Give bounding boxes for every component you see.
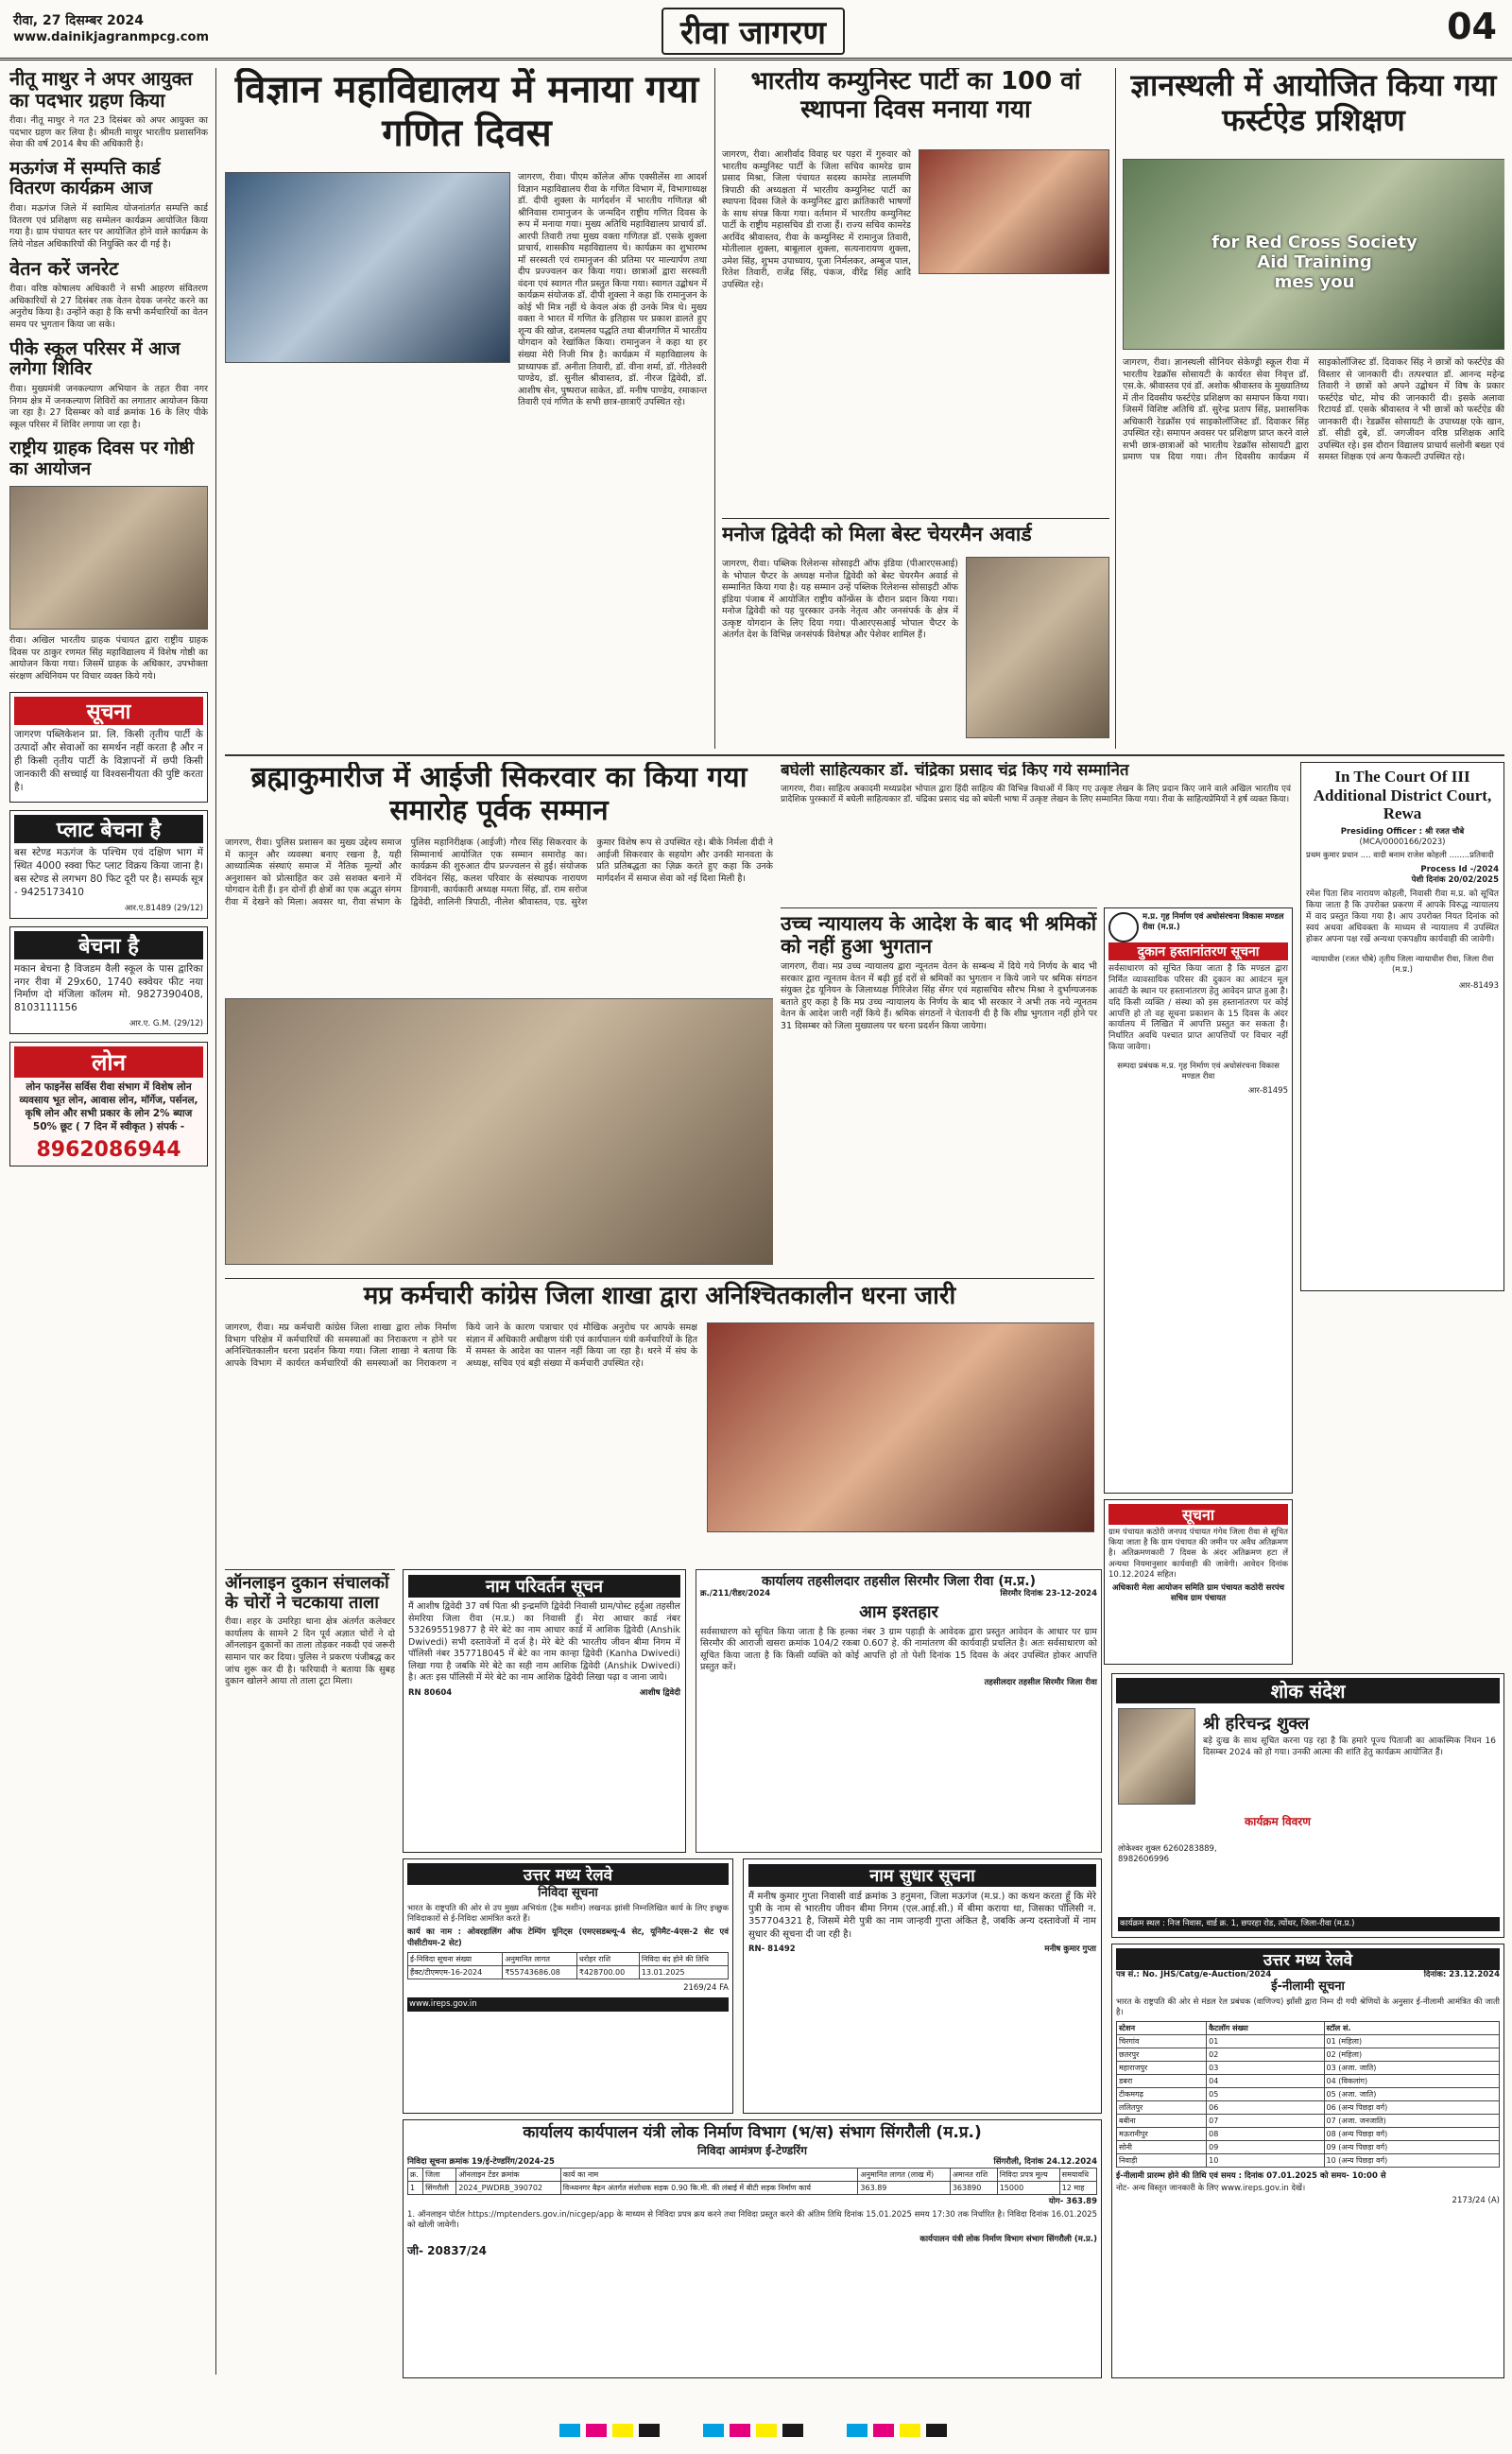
headline-cpi: भारतीय कम्युनिस्ट पार्टी का 100 वां स्थापना दिवस मनाया गया	[750, 68, 1081, 124]
suchna-title: सूचना	[14, 697, 203, 725]
court-officer: Presiding Officer : श्री रजत चौबे	[1340, 826, 1465, 837]
cell: 04 (विकलांग)	[1324, 2075, 1499, 2088]
cell: 07	[1207, 2115, 1324, 2128]
pwd-code: जी- 20837/24	[407, 2244, 488, 2258]
court-hearing: पेशी दिनांक 20/02/2025	[1411, 875, 1499, 886]
th-cost: अनुमानित लागत	[503, 1952, 577, 1965]
suchna-text: जागरण पब्लिकेशन प्रा. लि. किसी तृतीय पार्टी के उत्पादों और सेवाओं का समर्थन नहीं करता है और न ही किसी तृतीय पार्टी के विज्ञापनों में छपी किसी जानकारी की सच्चाई या विश्वसनीयता की पुष्टि करता है।	[14, 729, 203, 793]
name-change-body: मैं आशीष द्विवेदी 37 वर्ष पिता श्री इन्द्रमणि द्विवेदी निवासी ग्राम/पोस्ट हर्दुआ तहसील सेमरिया जिला रीवा (म.प्र.) का निवासी हूँ। मेरा आधार कार्ड नंबर 532695519877 है मेरे बेटे का नाम आधार कार्ड में आशिक द्विवेदी (Anshik Dwivedi) सभी दस्तावेजों में दर्ज है। मेरे बेटे की भारतीय जीवन बीमा निगम में पॉलिसी नंबर 357718045 में बेटे का नाम कान्हा द्विवेदी (Kanha Dwivedi) लिखा गया है जबकि मेरे बेटे का सही नाम आशिक द्विवेदी (Anshik Dwivedi) है। अतः इस पॉलिसी में मेरे बेटे का नाम आशिक द्विवेदी लिखा पढ़ा व जाना जाये।	[408, 1601, 680, 1684]
railway-work: कार्य का नाम : ओवरहालिंग ऑफ टेम्पिंग यूनिट्स (एमएसडब्ल्यू-4 सेट, यूनिमैट-4एस-2 सेट एवं पीसीटीयम-2 सेट)	[407, 1927, 729, 1948]
railway-tender	[403, 1858, 733, 2114]
cell: 01 (महिला)	[1324, 2035, 1499, 2048]
headline-sampatti-card: मऊगंज में सम्पत्ति कार्ड वितरण कार्यक्रम आज	[9, 157, 161, 199]
table-row	[1117, 2101, 1500, 2115]
name-correction-body: मैं मनीष कुमार गुप्ता निवासी वार्ड क्रमांक 3 हनुमना, जिला मऊगंज (म.प्र.) का कथन करता हूँ कि मेरे पुत्री के नाम से भारतीय जीवन बीमा निगम (एल.आई.सी.) में बीमा कराया था, जिसका पॉलिसी न. 357704321 है, जिसमें मेरी पुत्री का नाम जान्हवी गुप्ता अंकित है, जबकि अन्य दस्तावेजों में नाम सुधार की सूचना दी जा रही है।	[748, 1892, 1096, 1940]
name-change-rn: RN 80604	[408, 1687, 453, 1698]
cell: टीकमगढ़	[1117, 2088, 1207, 2101]
railway-body: भारत के राष्ट्रपति की ओर से उप मुख्य अभियंता (ट्रैक मशीन) लखनऊ झांसी निम्नलिखित कार्य के लिए इच्छुक निविदाकारों से ई-निविदा आमंत्रित करते हैं।	[407, 1903, 729, 1925]
house-title: बेचना है	[14, 931, 203, 959]
headline-high-court: उच्च न्यायालय के आदेश के बाद भी श्रमिकों को नहीं हुआ भुगतान	[781, 912, 1097, 959]
auction-title: उत्तर मध्य रेलवे	[1116, 1948, 1500, 1970]
railway-sub: निविदा सूचना	[538, 1886, 598, 1900]
cell: मऊरानीपुर	[1117, 2128, 1207, 2141]
headline-first-aid: ज्ञानस्थली में आयोजित किया गया फर्स्टऐड प्रशिक्षण	[1130, 68, 1497, 138]
yellow-swatch	[900, 2424, 920, 2437]
cmyk-group-mid	[703, 2423, 809, 2441]
article-text: रीवा। मऊगंज जिले में स्वामित्व योजनांतर्गत सम्पत्ति कार्ड वितरण एवं प्रशिक्षण सह सम्मेलन कार्यक्रम आयोजित किया गया है। ग्राम पंचायत स्तर पर आयोजित होने वाले कार्यक्रम के लिये नोडल अधिकारियों की नियुक्ति कर दी गई है।	[9, 203, 208, 250]
cell: 03	[1207, 2062, 1324, 2075]
railway-auction	[1111, 1944, 1504, 2378]
article-text: रीवा। मुख्यमंत्री जनकल्याण अभियान के तहत रीवा नगर निगम क्षेत्र में जनकल्याण शिविरों का लगातार आयोजन किया जा रहा है। 27 दिसम्बर को वार्ड क्रमांक 16 के लिए पीके स्कूल परिसर में शिविर लगाया जा रहा है।	[9, 384, 208, 430]
deceased-portrait	[1118, 1708, 1195, 1805]
cell: 1	[408, 2182, 423, 2195]
black-swatch	[926, 2424, 947, 2437]
cell: 01	[1207, 2035, 1324, 2048]
tehsil-office: कार्यालय तहसीलदार तहसील सिरमौर जिला रीवा (म.प्र.)	[762, 1574, 1036, 1589]
cell: 07 (अजा. जनजाति)	[1324, 2115, 1499, 2128]
masthead-date: रीवा, 27 दिसम्बर 2024	[13, 13, 144, 28]
dharna-photo	[707, 1322, 1094, 1532]
auction-date: दिनांक: 23.12.2024	[1423, 1970, 1500, 1979]
masthead-website[interactable]: www.dainikjagranmpcg.com	[13, 30, 209, 44]
shop-notice-sign: सम्पदा प्रबंधक म.प्र. गृह निर्माण एवं अधोसंरचना विकास मण्डल रीवा	[1117, 1062, 1280, 1081]
table-row	[1117, 2141, 1500, 2154]
suchna-box	[9, 692, 208, 803]
cell: महाराजपुर	[1117, 2062, 1207, 2075]
tehsil-title: आम इश्तहार	[859, 1601, 938, 1622]
th: कार्य का नाम	[560, 2169, 858, 2182]
cyan-swatch	[847, 2424, 868, 2437]
court-process: Process Id -/2024	[1420, 865, 1499, 875]
plot-code: आर.ए.81489 (29/12)	[124, 903, 203, 913]
housing-board-name: म.प्र. गृह निर्माण एवं अधोसंरचना विकास मण्डल रीवा (म.प्र.)	[1143, 912, 1284, 932]
house-text: मकान बेचना है विजडम वैली स्कूल के पास द्वारिका नगर रीवा में 29x60, 1740 स्क्वेयर फीट नया निर्माण दो मंजिला कॉलम मो. 9827390408, 8103111156	[14, 962, 203, 1014]
cell: 05 (अजा. जाति)	[1324, 2088, 1499, 2101]
td-cost: ₹55743686.08	[503, 1965, 577, 1979]
article-text: जागरण, रीवा। साहित्य अकादमी मध्यप्रदेश भोपाल द्वारा हिंदी साहित्य की विभिन्न विधाओं में किए गए उत्कृष्ट लेखन के लिए प्रदान किए जाने वाले अखिल भारतीय एवं प्रादेशिक पुरस्कारों में बघेली साहित्यकार डॉ. चंद्रिका प्रसाद चंद्र को बघेली भाषा में उत्कृष्ट लेखन के लिए सम्मानित किया गया। रीवा के साहित्यप्रेमियों ने हर्ष व्यक्त किया।	[781, 784, 1291, 805]
pwd-sub: निविदा आमंत्रण ई-टेण्डरिंग	[697, 2143, 807, 2157]
panchayat-title: सूचना	[1108, 1504, 1288, 1525]
railway-footer[interactable]: www.ireps.gov.in	[407, 1997, 729, 2012]
headline-vetan: वेतन करें जनरेट	[9, 257, 119, 281]
masthead	[0, 0, 1512, 60]
plot-title: प्लाट बेचना है	[14, 815, 203, 843]
td-close: 13.01.2025	[639, 1965, 728, 1979]
name-change-title: नाम परिवर्तन सूचन	[408, 1575, 680, 1598]
th: अमानत राशि	[950, 2169, 997, 2182]
th: अनुमानित लागत (लाख में)	[858, 2169, 950, 2182]
cell: 12 माह	[1059, 2182, 1096, 2195]
cell: 03 (अजा. जाति)	[1324, 2062, 1499, 2075]
court-code: आर-81493	[1458, 981, 1499, 992]
article-high-court	[781, 907, 1097, 1219]
headline-brahmakumaris: ब्रह्माकुमारीज में आईजी सिकरवार का किया गया समारोह पूर्वक सम्मान	[250, 762, 747, 827]
name-change-notice	[403, 1569, 686, 1853]
pwd-title: कार्यालय कार्यपालन यंत्री लोक निर्माण विभाग (भ/स) संभाग सिंगरौली (म.प्र.)	[523, 2123, 982, 2142]
cell: छतरपुर	[1117, 2048, 1207, 2062]
article-online-shop	[225, 1569, 395, 2382]
name-change-sign: आशीष द्विवेदी	[639, 1687, 680, 1698]
manoj-portrait	[966, 557, 1109, 738]
loan-ad	[9, 1042, 208, 1166]
railway-tender-table	[407, 1952, 729, 1979]
article-manoj-dwivedi	[722, 518, 1109, 750]
name-correction-sign: मनीष कुमार गुप्ता	[1044, 1944, 1096, 1954]
plot-text: बस स्टेण्ड मऊगंज के पश्चिम एवं दक्षिण भाग में स्थित 4000 स्क्वा फिट प्लाट विक्रय किया जाना है। बस स्टेण्ड से लगभग 80 फिट दूरी पर है। सम्पर्क सूत्र - 9425173410	[14, 847, 203, 899]
cell: निवाड़ी	[1117, 2154, 1207, 2168]
headline-ganit-diwas: विज्ञान महाविद्यालय में मनाया गया गणित दिवस	[234, 68, 699, 155]
condolence-address: कार्यक्रम स्थल : निज निवास, वार्ड क्र. 1, छपरहा रोड, त्योंथर, जिला-रीवा (म.प्र.)	[1118, 1917, 1500, 1931]
auction-start: ई-नीलामी प्रारम्भ होने की तिथि एवं समय : दिनांक 07.01.2025 को समय- 10:00 से	[1116, 2171, 1386, 2182]
goshthi-photo	[9, 486, 208, 630]
condolence-contact[interactable]: लोकेश्वर शुक्ल 6260283889, 8982606996	[1118, 1844, 1217, 1864]
headline-grahak-diwas: राष्ट्रीय ग्राहक दिवस पर गोष्ठी का आयोजन	[9, 438, 195, 480]
cmyk-group-right	[847, 2423, 953, 2441]
article-dharna	[225, 1278, 1094, 1562]
loan-title: लोन	[14, 1046, 203, 1078]
cell: 363.89	[858, 2182, 950, 2195]
article-text: जागरण, रीवा। मप्र कर्मचारी कांग्रेस जिला शाखा द्वारा लोक निर्माण विभाग परिक्षेत्र में कर्मचारियों की समस्याओं का निराकरण न होने पर अनिश्चितकालीन धरना प्रदर्शन किया गया। जिला शाखा ने बताया कि आपके विभाग में कार्यरत कर्मचारियों की समस्याओं का निराकरण न किये जाने के कारण पत्राचार एवं मौखिक अनुरोध पर आपके समक्ष संज्ञान में अधिकारी अधीक्षण यंत्री एवं कार्यपालन यंत्री कर्मचारियों के हित में समस्त के आदेश का पालन नहीं किया जा रहा है। धरने में संघ के अध्यक्ष, सचिव एवं बड़ी संख्या में कर्मचारी उपस्थित रहे।	[225, 1322, 697, 1369]
article-text: रीवा। वरिष्ठ कोषालय अधिकारी ने सभी आहरण संवितरण अधिकारियों से 27 दिसंबर तक वेतन देयक जनरेट करने का अनुरोध किया है। उन्होंने कहा है कि सभी कर्मचारियों का वेतन समय पर भुगतान किया जा सके।	[9, 284, 208, 330]
court-body: रमेश पिता शिव नारायण कोहली, निवासी रीवा म.प्र. को सूचित किया जाता है कि उपरोक्त प्रकरण में आपके विरुद्ध न्यायालय में वाद प्रस्तुत किया गया है। आप उपरोक्त नियत दिनांक को स्वयं अथवा अधिवक्ता के माध्यम से न्यायालय में उपस्थित होकर अपना पक्ष रखें अन्यथा एकपक्षीय कार्यवाही की जावेगी।	[1306, 890, 1499, 944]
headline-dharna: मप्र कर्मचारी कांग्रेस जिला शाखा द्वारा अनिश्चितकालीन धरना जारी	[363, 1282, 956, 1310]
headline-online-shop: ऑनलाइन दुकान संचालकों के चोरों ने चटकाया ताला	[225, 1573, 389, 1613]
cell: ललितपुर	[1117, 2101, 1207, 2115]
yellow-swatch	[612, 2424, 633, 2437]
article-first-aid	[1123, 68, 1504, 749]
railway-code: 2169/24 FA	[683, 1982, 729, 1993]
brahmakumaris-photo	[225, 998, 773, 1265]
tehsil-sign: तहसीलदार तहसील सिरमौर जिला रीवा	[984, 1677, 1097, 1687]
cell: 05	[1207, 2088, 1324, 2101]
pwd-ref: निविदा सूचना क्रमांक 19/ई-टेण्डरिंग/2024-25	[407, 2157, 555, 2168]
td-tender-no: हैंक्ट/टीएमएम-16-2024	[408, 1965, 503, 1979]
cell: 08	[1207, 2128, 1324, 2141]
loan-phone[interactable]: 8962086944	[36, 1137, 181, 1162]
td-emd: ₹428700.00	[576, 1965, 639, 1979]
condolence-notice	[1111, 1673, 1504, 1938]
black-swatch	[782, 2424, 803, 2437]
auction-body: भारत के राष्ट्रपति की ओर से मंडल रेल प्रबंधक (वाणिज्य) झाँसी द्वारा निम्न दी गयी श्रेणियों के अनुसार ई-नीलामी आमंत्रित की जाती है।	[1116, 1996, 1500, 2018]
article-cpi	[722, 68, 1109, 512]
name-correction-notice	[743, 1858, 1102, 2114]
name-correction-rn: RN- 81492	[748, 1944, 796, 1954]
shop-notice-title: दुकान हस्तानांतरण सूचना	[1108, 942, 1288, 960]
railway-title: उत्तर मध्य रेलवे	[407, 1863, 729, 1885]
magenta-swatch	[873, 2424, 894, 2437]
pwd-sign: कार्यपालन यंत्री लोक निर्माण विभाग संभाग सिंगरौली (म.प्र.)	[919, 2234, 1097, 2244]
table-row	[1117, 2088, 1500, 2101]
auction-ref: पत्र सं.: No. JHS/Catg/e-Auction/2024	[1116, 1970, 1272, 1979]
th: ऑनलाइन टेंडर क्रमांक	[456, 2169, 560, 2182]
plot-ad	[9, 810, 208, 918]
schedule-title: कार्यक्रम विवरण	[1245, 1815, 1311, 1828]
article-text: रीवा। अखिल भारतीय ग्राहक पंचायत द्वारा राष्ट्रीय ग्राहक दिवस पर ठाकुर रणमत सिंह महाविद्यालय में विशेष गोष्ठी का आयोजन किया गया। जिसमें ग्राहक के अधिकार, उपभोक्ता संरक्षण अधिनियम पर विचार व्यक्त किये गये।	[9, 635, 208, 682]
article-ganit-diwas	[225, 68, 709, 730]
table-row	[1117, 2062, 1500, 2075]
house-code: आर.ए. G.M. (29/12)	[129, 1019, 203, 1029]
page-number: 04	[1447, 6, 1497, 47]
court-sign: न्यायाधीश (रजत चौबे) तृतीय जिला न्यायाधीश रीवा, जिला रीवा (म.प्र.)	[1311, 955, 1494, 976]
th: समयावधि	[1059, 2169, 1096, 2182]
yellow-swatch	[756, 2424, 777, 2437]
table-row	[1117, 2035, 1500, 2048]
tehsil-body: सर्वसाधारण को सूचित किया जाता है कि हल्का नंबर 3 ग्राम पहाड़ी के आवेदक द्वारा प्रस्तुत आवेदन के आधार पर ग्राम सिरमौर की आराजी खसरा क्रमांक 104/2 रकबा 0.607 हे. की नामांतरण की कार्यवाही प्रचलित है। अतः सर्वसाधारण को सूचित किया जाता है कि किसी व्यक्ति को कोई आपत्ति हो तो पेशी दिनांक 15 दिवस के अंदर उपस्थित होकर आपत्ति प्रस्तुत करें।	[700, 1626, 1097, 1673]
court-parties: प्रथम कुमार प्रधान .... वादी बनाम राजेश कोहली ........प्रतिवादी	[1306, 851, 1494, 861]
name-correction-title: नाम सुधार सूचना	[748, 1864, 1096, 1887]
pwd-table	[407, 2168, 1097, 2195]
cmyk-group-left	[559, 2423, 665, 2441]
headline-neetu-mathur: नीतू माथुर ने अपर आयुक्त का पदभार ग्रहण किया	[9, 68, 193, 112]
shop-notice-code: आर-81495	[1247, 1085, 1288, 1096]
tehsil-date: सिरमौर दिनांक 23-12-2024	[1000, 1589, 1097, 1599]
article-baghel	[781, 762, 1291, 904]
headline-pk-school: पीके स्कूल परिसर में आज लगेगा शिविर	[9, 337, 180, 380]
cell: चिरगांव	[1117, 2035, 1207, 2048]
color-registration-strip	[0, 2420, 1512, 2443]
cell: 08 (अन्य पिछड़ा वर्ग)	[1324, 2128, 1499, 2141]
auction-col-catalog: कैटलॉग संख्या	[1207, 2022, 1324, 2035]
th-tender-no: ई-निविदा सूचना संख्या	[408, 1952, 503, 1965]
cell: 02 (महिला)	[1324, 2048, 1499, 2062]
cyan-swatch	[703, 2424, 724, 2437]
article-text: जागरण, रीवा। मप्र उच्च न्यायालय द्वारा न्यूनतम वेतन के सम्बन्ध में दिये गये निर्णय के बाद भी सरकार द्वारा न्यूनतम वेतन में बढ़ी हुई दरों से श्रमिकों का भुगतान न किये जाने पर श्रमिक संगठन संयुक्त ट्रेड यूनियन के जिलाध्यक्ष गिरिजेश सिंह सेंगर एवं महासचिव सौरभ मिश्रा ने दुर्भाग्यजनक बताते हुए कहा है कि मप्र उच्च न्यायालय के निर्णय के बाद भी सरकार ने अभी तक नये न्यूनतम वेतन के आदेश जारी नहीं किये हैं। श्रमिक संगठनों ने चेतावनी दी है कि शीघ्र भुगतान नहीं होने पर 31 दिसम्बर को जिला मुख्यालय पर धरना प्रदर्शन किया जायेगा।	[781, 961, 1097, 1031]
section-divider	[225, 754, 1504, 756]
article-text: रीवा। नीतू माथुर ने गत 23 दिसंबर को अपर आयुक्त का पदभार ग्रहण कर लिया है। श्रीमती माथुर भारतीय प्रशासनिक सेवा की वर्ष 2014 बैच की अधिकारी है।	[9, 115, 208, 150]
table-row	[1117, 2075, 1500, 2088]
court-notice	[1300, 762, 1504, 1291]
cpi-photo	[919, 149, 1109, 274]
article-text: जागरण, रीवा। पुलिस प्रशासन का मुख्य उद्देश्य समाज में कानून और व्यवस्था बनाए रखना है, यही आध्यात्मिक संस्थाएं समाज में नैतिक मूल्यों और अनुशासन को प्रोत्साहित कर उसे सशक्त बनाने में योगदान देती हैं। इन दोनों ही क्षेत्रों का एक अद्भुत संगम रीवा में देखने को मिला। अवसर था, रीवा संभाग के पुलिस महानिरीक्षक (आईजी) गौरव सिंह सिकरवार के सिम्मानार्थ आयोजित एक सम्मान समारोह का। कार्यक्रम की शुरुआत दीप प्रज्ज्वलन से हुई। संयोजक रविनंदन सिंह, कलश परिवार के संस्थापक नारायण डिगवानी, कार्यकारी अध्यक्ष ममता सिंह, डॉ. राम सरोज द्विवेदी, शालिनी त्रिपाठी, नीलेश श्रीवास्तव, एड. सुरेश कुमार विशेष रूप से उपस्थित रहे। बीके निर्मला दीदी ने आईजी सिकरवार के सहयोग और उनकी मानवता के प्रति प्रतिबद्धता का ज़िक्र करते हुए कहा कि उनके मार्गदर्शन में समाज सेवा को नई दिशा मिली है।	[225, 838, 773, 907]
cell: सोनी	[1117, 2141, 1207, 2154]
column-divider	[1115, 68, 1116, 749]
th: जिला	[423, 2169, 456, 2182]
th: क्र.	[408, 2169, 423, 2182]
auction-code: 2173/24 (A)	[1452, 2196, 1500, 2205]
auction-table	[1116, 2021, 1500, 2168]
cell: 06 (अन्य पिछड़ा वर्ग)	[1324, 2101, 1499, 2115]
shop-notice-body: सर्वसाधारण को सूचित किया जाता है कि मण्डल द्वारा निर्मित व्यावसायिक परिसर की दुकान का आवंटन मूल आवंटी के स्थान पर हस्तानांतरण हेतु आवेदन प्राप्त हुआ है। यदि किसी व्यक्ति / संस्था को इस हस्तानांतरण पर कोई आपत्ति हो तो वह सूचना प्रकाशन के 15 दिवस के अंदर कार्यालय में लिखित में आपत्ति प्रस्तुत कर सकता है। निर्धारित अवधि पश्चात प्राप्त आपत्तियों पर विचार नहीं किया जावेगा।	[1108, 964, 1288, 1053]
headline-baghel: बघेली साहित्यकार डॉ. चंद्रिका प्रसाद चंद्र किए गये सम्मानित	[781, 762, 1129, 780]
table-row	[1117, 2154, 1500, 2168]
cell: 02	[1207, 2048, 1324, 2062]
table-row	[1117, 2115, 1500, 2128]
cell: 363890	[950, 2182, 997, 2195]
panchayat-body: ग्राम पंचायत कठोरी जनपद पंचायत गंगेव जिला रीवा से सूचित किया जाता है कि ग्राम पंचायत की जमीन पर अवैध अतिक्रमण है। अतिक्रमणकारी 7 दिवस के अंदर अतिक्रमण हटा लें अन्यथा नियमानुसार कार्यवाही की जावेगी। आवेदन दिनांक 10.12.2024 सहित।	[1108, 1528, 1288, 1580]
left-column	[9, 68, 208, 2365]
condolence-text: बड़े दुःख के साथ सूचित करना पड़ रहा है कि हमारे पूज्य पिताजी का आकस्मिक निधन 16 दिसम्बर 2024 को हो गया। उनकी आत्मा की शांति हेतु कार्यक्रम आयोजित हैं।	[1203, 1737, 1496, 1757]
magenta-swatch	[730, 2424, 750, 2437]
first-aid-photo	[1123, 159, 1504, 350]
cyan-swatch	[559, 2424, 580, 2437]
auction-col-stall: स्टॉल सं.	[1324, 2022, 1499, 2035]
cell: सिंगरौली	[423, 2182, 456, 2195]
pwd-total: योग- 363.89	[1048, 2197, 1097, 2207]
banner-text: for Red Cross Society Aid Training mes you	[1211, 233, 1418, 292]
auction-sub: ई-नीलामी सूचना	[1271, 1979, 1345, 1994]
cell: 06	[1207, 2101, 1324, 2115]
column-divider	[714, 68, 715, 749]
pwd-date: सिंगरौली, दिनांक 24.12.2024	[993, 2157, 1097, 2168]
cell: 10	[1207, 2154, 1324, 2168]
cell: 04	[1207, 2075, 1324, 2088]
th: निविदा प्रपत्र मूल्य	[997, 2169, 1059, 2182]
article-text: जागरण, रीवा। पब्लिक रिलेशन्स सोसाइटी ऑफ इंडिया (पीआरएसआई) के भोपाल चैप्टर के अध्यक्ष मनोज द्विवेदी को बेस्ट चेयरमैन अवार्ड से सम्मानित किया गया है। यह सम्मान उन्हें पब्लिक रिलेशन्स सोसाइटी ऑफ इंडिया पंजाब में आयोजित राष्ट्रीय कॉन्फ्रेंस के दौरान प्रदान किया गया। मनोज द्विवेदी को यह पुरस्कार उनके नेतृत्व और जनसंपर्क के क्षेत्र में उत्कृष्ट योगदान के लिए दिया गया। पीआरएसआई भोपाल चैप्टर के अंतर्गत देश के विभिन्न जनसंपर्क विशेषज्ञ और पेशेवर शामिल हैं।	[722, 559, 958, 641]
pwd-tender	[403, 2119, 1102, 2378]
black-swatch	[639, 2424, 660, 2437]
cell: बबीना	[1117, 2115, 1207, 2128]
loan-text: लोन फाइनेंस सर्विस रीवा संभाग में विशेष लोन व्यवसाय भूत लोन, आवास लोन, मॉर्गेज, पर्सनल, कृषि लोन और सभी प्रकार के लोन 2% ब्याज 50% छूट ( 7 दिन में स्वीकृत ) संपर्क -	[19, 1081, 198, 1132]
cell: 09	[1207, 2141, 1324, 2154]
article-text: जागरण, रीवा। आशीर्वाद विवाह घर पड़रा में गुरुवार को भारतीय कम्युनिस्ट पार्टी के जिला सचिव कामरेड ग्राम प्रसाद मिश्रा, जिला पंचायत सदस्य कामरेड लालमणि त्रिपाठी की अध्यक्षता में भारतीय कम्युनिस्ट पार्टी का स्थापना दिवस जिले के कम्युनिस्ट द्वारा क्रांतिकारी भाषणों के साथ संपन्न किया गया। वर्तमान में भारतीय कम्युनिस्ट पार्टी के राष्ट्रीय महासचिव डी राजा हैं। राज्य सचिव कामरेड अरविंद श्रीवास्तव, रीवा के कम्युनिस्ट में रामानुज तिवारी, मोतीलाल शुक्ला, बाबूलाल शुक्ला, सत्यनारायण शुक्ला, उमेश सिंह, शुभम उपाध्याय, पूजा निर्मलकर, अम्बुज पाल, रितेश तिवारी, राजेंद्र सिंह, पंकज, वीरेंद्र सिंह आदि उपस्थित रहे।	[722, 149, 911, 290]
article-text: जागरण, रीवा। पीएम कॉलेज ऑफ एक्सीलेंस शा आदर्श विज्ञान महाविद्यालय रीवा के गणित विभाग में, विभागाध्यक्ष डॉ. दीपी शुक्ला के मार्गदर्शन में भारतीय गणितज्ञ श्री श्रीनिवास रामानुजन के जन्मदिन राष्ट्रीय गणित दिवस के रूप में मनाया गया। मुख्य अतिथि महाविद्यालय प्राचार्य डॉ. आरपी तिवारी तथा मुख्य वक्ता गणितज्ञ डॉ. एसके शुक्ला प्राचार्य, शासकीय महाविद्यालय थे। कार्यक्रम का शुभारम्भ माँ सरस्वती एवं रामानुजन की प्रतिमा पर माल्यार्पण तथा दीप प्रज्ज्वलन कर किया गया। छात्राओं द्वारा सरस्वती वंदना एवं स्वागत गीत प्रस्तुत किया गया। स्वागत उद्बोधन में कार्यक्रम संयोजक डॉ. दीपी शुक्ला ने कहा कि रामानुजन के कोई भी मित्र नहीं थे केवल अंक ही उनके मित्र थे। मुख्य वक्ता ने भारत में गणित के इतिहास पर प्रकाश डालते हुए शून्य की खोज, दशमलव पद्धति तथा बीजगणित में भारतीय योगदान को रेखांकित किया। रामानुजन ने कहा था हर संख्या मेरी निजी मित्र है। कार्यक्रम में महाविद्यालय के प्राध्यापक डॉ. अनीता तिवारी, डॉ. वीना शर्मा, डॉ. गीतेश्वरी पाण्डेय, डॉ. सुनील श्रीवास्तव, डॉ. नीरज द्विवेदी, डॉ. आशीष सेन, पुष्पराज साकेत, डॉ. मनीष पाण्डेय, रमाकान्त तिवारी एवं गणित के सभी छात्र-छात्राएँ उपस्थित रहे।	[518, 172, 707, 408]
article-brahmakumaris	[225, 762, 773, 1272]
condolence-title: शोक संदेश	[1116, 1678, 1500, 1703]
cell: 10 (अन्य पिछड़ा वर्ग)	[1324, 2154, 1499, 2168]
housing-board-logo	[1108, 912, 1139, 942]
deceased-name: श्री हरिचन्द्र शुक्ल	[1203, 1714, 1310, 1734]
auction-col-station: स्टेशन	[1117, 2022, 1207, 2035]
tehsil-notice	[696, 1569, 1102, 1853]
th-emd: धरोहर राशि	[576, 1952, 639, 1965]
th-close: निविदा बंद होने की तिथि	[639, 1952, 728, 1965]
magenta-swatch	[586, 2424, 607, 2437]
panchayat-notice	[1104, 1499, 1293, 1665]
house-ad	[9, 926, 208, 1034]
table-row	[1117, 2048, 1500, 2062]
cell: डबरा	[1117, 2075, 1207, 2088]
cell: 09 (अन्य पिछड़ा वर्ग)	[1324, 2141, 1499, 2154]
cell: 15000	[997, 2182, 1059, 2195]
auction-note: नोट- अन्य विस्तृत जानकारी के लिए www.ireps.gov.in देखें।	[1116, 2184, 1306, 2194]
panchayat-sign: अधिकारी मेला आयोजन समिति ग्राम पंचायत कठोरी सरपंच सचिव ग्राम पंचायत	[1111, 1583, 1285, 1603]
ganit-photo	[225, 172, 510, 363]
column-divider	[215, 68, 216, 2375]
article-text: जागरण, रीवा। ज्ञानस्थली सीनियर सेकेण्ड्री स्कूल रीवा में भारतीय रेडक्रॉस सोसायटी के कार्यरत सेवा निवृत्त डॉ. एस.के. श्रीवास्तव एवं डॉ. अशोक श्रीवास्तव के मुख्यातिथ्य में तीन दिवसीय फर्स्टऐड प्रशिक्षण का समापन किया गया। जिसमें विशिष्ट अतिथि डॉ. सुरेन्द्र प्रताप सिंह, प्रशासनिक अधिकारी रेडक्रॉस एवं साइकोलॉजिस्ट डॉ. दिवाकर सिंह उपस्थित रहे। समापन अवसर पर प्रशिक्षण प्राप्त करने वाले सभी छात्र-छात्राओं को भारतीय रेडक्रॉस सोसायटी द्वारा प्रमाण पत्र दिया गया। तीन दिवसीय कार्यक्रम में साइकोलॉजिस्ट डॉ. दिवाकर सिंह ने छात्रों को फर्स्टऐड की विस्तार से जानकारी दी। तत्पश्चात डॉ. आनन्द महेन्द्र तिवारी ने छात्रों को अपने उद्बोधन में विष के प्रकार फर्स्टऐड चोट, मोच की जानकारी दी। इसके अलावा रिटायर्ड डॉ. एसके श्रीवास्तव ने भी छात्रों को फर्स्टऐड की जानकारी दी। रेडक्रॉस सोसायटी के उपाध्यक्ष एके खान, डॉ. सीडी दुबे, डॉ. जगजीवन वरिष्ठ प्रशिक्षक आदि उपस्थित रहे। इस दौरान विद्यालय प्राचार्य सलोनी बख्श एवं समस्त शिक्षक एवं अन्य फैकल्टी उपस्थित रहे।	[1123, 357, 1504, 463]
pwd-notes: 1. ऑनलाइन पोर्टल https://mptenders.gov.in/nicgep/app के माध्यम से निविदा प्रपत्र क्रय करने तथा निविदा प्रस्तुत करने की अंतिम तिथि दिनांक 15.01.2025 समय 17:30 तक निर्धारित है। निविदा दिनांक 16.01.2025 को खोली जावेगी।	[407, 2210, 1097, 2231]
table-row	[1117, 2128, 1500, 2141]
headline-manoj-dwivedi: मनोज द्विवेदी को मिला बेस्ट चेयरमैन अवार्ड	[722, 523, 1032, 545]
court-case: (MCA/0000166/2023)	[1359, 837, 1446, 847]
table-row	[408, 2182, 1097, 2195]
cell: 2024_PWDRB_390702	[456, 2182, 560, 2195]
article-text: रीवा। शहर के उमरिहा धाना क्षेत्र अंतर्गत कलेक्टर कार्यालय के सामने 2 दिन पूर्व अज्ञात चोरों ने दो ऑनलाइन दुकानों का ताला तोड़कर नकदी एवं जरूरी सामान पार कर दिया। पुलिस ने प्रकरण पंजीबद्ध कर जांच शुरू कर दी है। फरियादी ने बताया कि सुबह दुकान खोलने आया तो ताला टूटा मिला।	[225, 1616, 395, 1687]
tehsil-case: क्र./211/रीडर/2024	[700, 1589, 771, 1599]
court-title: In The Court Of III Additional District Court, Rewa	[1313, 768, 1492, 823]
cell: विन्ध्यनगर बैढ़न अंतर्गत संशोधक सड़क 0.90 कि.मी. की लंबाई में बीटी सड़क निर्माण कार्य	[560, 2182, 858, 2195]
shop-transfer-notice	[1104, 907, 1293, 1494]
masthead-title: रीवा जागरण	[662, 8, 845, 55]
